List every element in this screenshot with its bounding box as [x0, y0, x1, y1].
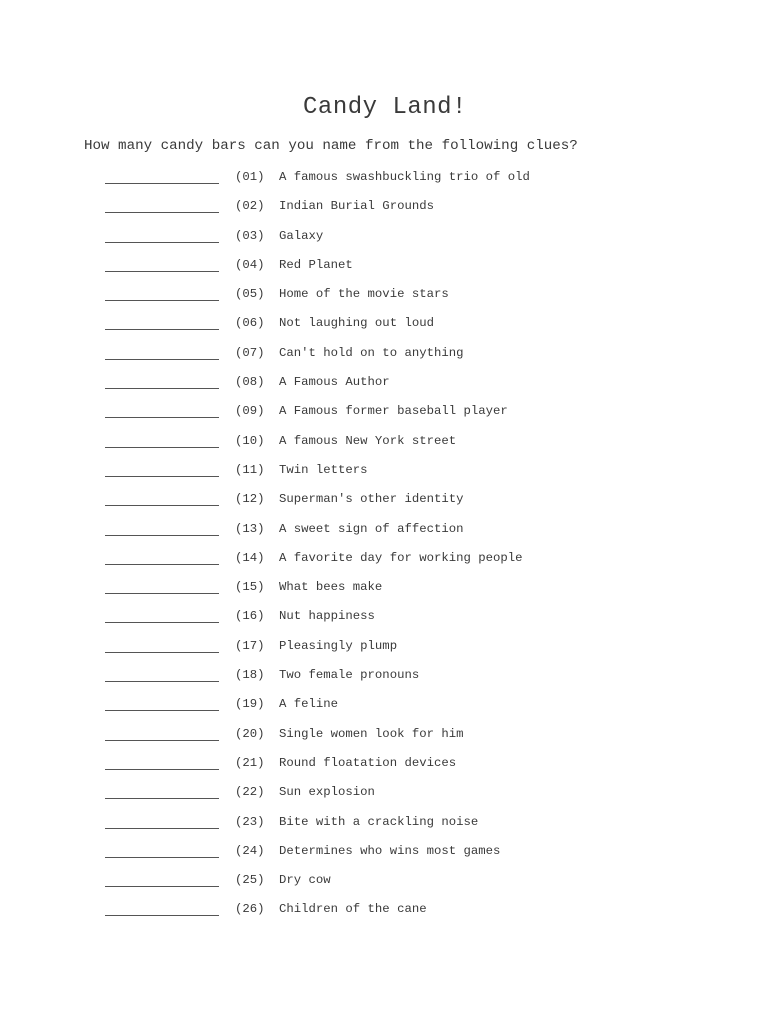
clue-text: A feline	[279, 697, 339, 712]
answer-blank[interactable]	[105, 813, 219, 829]
answer-blank[interactable]	[105, 461, 219, 477]
clue-number: (02)	[235, 199, 265, 214]
clue-number: (05)	[235, 287, 265, 302]
clue-text: Galaxy	[279, 228, 324, 243]
clue-text: Twin letters	[279, 462, 368, 477]
clue-row	[105, 520, 705, 549]
clue-row	[105, 549, 705, 578]
clue-text: A favorite day for working people	[279, 550, 523, 565]
answer-blank[interactable]	[105, 197, 219, 213]
answer-blank[interactable]	[105, 285, 219, 301]
clue-text: A Famous former baseball player	[279, 404, 508, 419]
clue-text: Bite with a crackling noise	[279, 814, 479, 829]
clue-row	[105, 578, 705, 607]
clue-text: What bees make	[279, 580, 383, 595]
clue-row	[105, 900, 705, 929]
clue-text: Can't hold on to anything	[279, 345, 464, 360]
clue-number: (17)	[235, 638, 265, 653]
clue-number: (19)	[235, 697, 265, 712]
clue-row	[105, 432, 705, 461]
answer-blank[interactable]	[105, 725, 219, 741]
clue-number: (15)	[235, 580, 265, 595]
clue-row	[105, 256, 705, 285]
clue-text: Superman's other identity	[279, 492, 464, 507]
clue-number: (18)	[235, 668, 265, 683]
clue-row	[105, 490, 705, 519]
clue-number: (24)	[235, 843, 265, 858]
clue-row	[105, 871, 705, 900]
intro-question: How many candy bars can you name from the following clues?	[84, 138, 578, 154]
clue-text: A sweet sign of affection	[279, 521, 464, 536]
clue-row	[105, 725, 705, 754]
clue-number: (07)	[235, 345, 265, 360]
answer-blank[interactable]	[105, 695, 219, 711]
clue-text: Single women look for him	[279, 726, 464, 741]
clue-list	[105, 168, 705, 930]
answer-blank[interactable]	[105, 520, 219, 536]
clue-number: (26)	[235, 902, 265, 917]
clue-text: Round floatation devices	[279, 755, 457, 770]
answer-blank[interactable]	[105, 607, 219, 623]
clue-number: (25)	[235, 873, 265, 888]
clue-row	[105, 754, 705, 783]
answer-blank[interactable]	[105, 402, 219, 418]
clue-row	[105, 314, 705, 343]
answer-blank[interactable]	[105, 871, 219, 887]
clue-row	[105, 373, 705, 402]
answer-blank[interactable]	[105, 256, 219, 272]
clue-row	[105, 227, 705, 256]
clue-number: (01)	[235, 170, 265, 184]
answer-blank[interactable]	[105, 432, 219, 448]
clue-text: Sun explosion	[279, 785, 375, 800]
clue-row	[105, 695, 705, 724]
clue-text: A famous swashbuckling trio of old	[279, 170, 530, 184]
answer-blank[interactable]	[105, 754, 219, 770]
clue-number: (16)	[235, 609, 265, 624]
answer-blank[interactable]	[105, 490, 219, 506]
clue-row	[105, 197, 705, 226]
clue-row	[105, 783, 705, 812]
clue-text: Pleasingly plump	[279, 638, 398, 653]
clue-row	[105, 637, 705, 666]
clue-row	[105, 168, 705, 197]
clue-text: Nut happiness	[279, 609, 375, 624]
answer-blank[interactable]	[105, 314, 219, 330]
clue-row	[105, 461, 705, 490]
answer-blank[interactable]	[105, 168, 219, 184]
page-title: Candy Land!	[303, 94, 467, 121]
clue-row	[105, 344, 705, 373]
clue-number: (12)	[235, 492, 265, 507]
clue-text: Children of the cane	[279, 902, 427, 917]
clue-text: Home of the movie stars	[279, 287, 449, 302]
clue-number: (21)	[235, 755, 265, 770]
clue-text: Two female pronouns	[279, 668, 420, 683]
clue-row	[105, 607, 705, 636]
answer-blank[interactable]	[105, 783, 219, 799]
clue-text: Red Planet	[279, 257, 353, 272]
clue-text: Dry cow	[279, 873, 331, 888]
clue-number: (06)	[235, 316, 265, 331]
answer-blank[interactable]	[105, 549, 219, 565]
clue-row	[105, 402, 705, 431]
clue-number: (04)	[235, 257, 265, 272]
clue-row	[105, 813, 705, 842]
answer-blank[interactable]	[105, 373, 219, 389]
clue-text: Not laughing out loud	[279, 316, 434, 331]
clue-text: A famous New York street	[279, 433, 457, 448]
clue-number: (20)	[235, 726, 265, 741]
clue-number: (14)	[235, 550, 265, 565]
clue-number: (11)	[235, 462, 265, 477]
clue-text: Indian Burial Grounds	[279, 199, 434, 214]
clue-text: A Famous Author	[279, 375, 390, 390]
answer-blank[interactable]	[105, 900, 219, 916]
answer-blank[interactable]	[105, 227, 219, 243]
clue-text: Determines who wins most games	[279, 843, 501, 858]
clue-number: (03)	[235, 228, 265, 243]
answer-blank[interactable]	[105, 344, 219, 360]
clue-number: (23)	[235, 814, 265, 829]
clue-row	[105, 666, 705, 695]
answer-blank[interactable]	[105, 637, 219, 653]
clue-number: (22)	[235, 785, 265, 800]
clue-number: (13)	[235, 521, 265, 536]
clue-number: (09)	[235, 404, 265, 419]
clue-row	[105, 842, 705, 871]
clue-number: (10)	[235, 433, 265, 448]
answer-blank[interactable]	[105, 666, 219, 682]
answer-blank[interactable]	[105, 842, 219, 858]
answer-blank[interactable]	[105, 578, 219, 594]
clue-number: (08)	[235, 375, 265, 390]
clue-row	[105, 285, 705, 314]
